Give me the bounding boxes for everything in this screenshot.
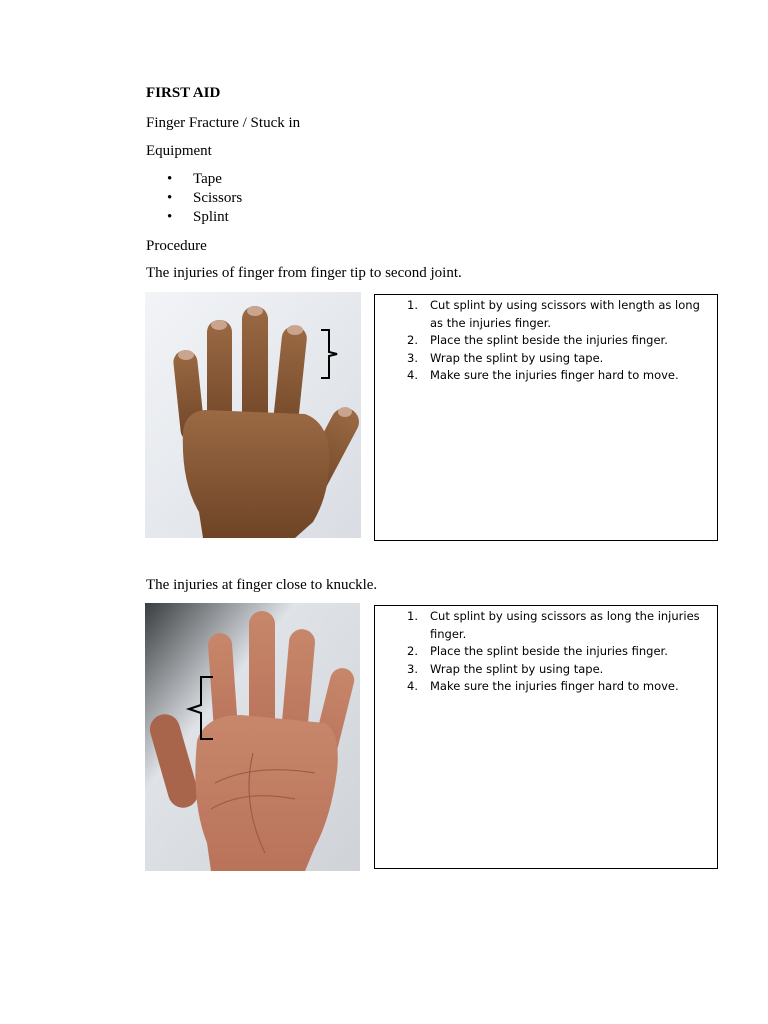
- list-item: [375, 643, 717, 661]
- bullet-icon: •: [167, 209, 173, 225]
- list-item: [375, 661, 717, 679]
- step-number: 3.: [407, 661, 418, 676]
- equipment-label: Equipment: [146, 143, 212, 159]
- equipment-list: [146, 170, 242, 227]
- hand-back-photo: [145, 292, 361, 538]
- list-item: [375, 367, 717, 385]
- equipment-item-tape: Tape: [193, 171, 222, 187]
- document-heading: FIRST AID: [146, 85, 221, 101]
- hand-back-illustration: [145, 292, 361, 538]
- list-item: [375, 678, 717, 696]
- step-number: 1.: [407, 298, 418, 312]
- step-text: Make sure the injuries finger hard to move.: [430, 679, 679, 693]
- list-item: [146, 170, 242, 189]
- step-text: Cut splint by using scissors as long the injuries finger.: [430, 609, 700, 641]
- step-text: Wrap the splint by using tape.: [430, 350, 604, 365]
- step-number: 2.: [407, 644, 418, 658]
- bullet-icon: •: [167, 190, 173, 206]
- step-text: Place the splint beside the injuries finger.: [430, 333, 668, 347]
- step-number: 1.: [407, 609, 418, 623]
- step-text: Make sure the injuries finger hard to move.: [430, 368, 679, 382]
- section-2-caption: The injuries at finger close to knuckle.: [146, 577, 378, 593]
- step-number: 4.: [407, 679, 418, 693]
- hand-palm-photo: [145, 603, 360, 871]
- step-number: 3.: [407, 350, 418, 365]
- list-item: [146, 208, 242, 227]
- list-item: [375, 297, 717, 332]
- list-item: [375, 332, 717, 350]
- steps-list-2: [375, 608, 717, 696]
- step-text: Wrap the splint by using tape.: [430, 661, 604, 676]
- steps-box-1: [374, 294, 718, 541]
- list-item: [375, 608, 717, 643]
- step-number: 4.: [407, 368, 418, 382]
- procedure-label: Procedure: [146, 238, 207, 254]
- document-subtitle: Finger Fracture / Stuck in: [146, 115, 301, 131]
- bullet-icon: •: [167, 171, 173, 187]
- hand-palm-illustration: [145, 603, 360, 871]
- step-number: 2.: [407, 333, 418, 347]
- equipment-item-scissors: Scissors: [193, 190, 243, 206]
- list-item: [146, 189, 242, 208]
- section-1-caption: The injuries of finger from finger tip to second joint.: [146, 265, 462, 281]
- equipment-item-splint: Splint: [193, 209, 229, 225]
- list-item: [375, 350, 717, 368]
- step-text: Cut splint by using scissors with length as long as the injuries finger.: [430, 298, 700, 330]
- steps-list-1: [375, 297, 717, 385]
- step-text: Place the splint beside the injuries finger.: [430, 644, 668, 658]
- steps-box-2: [374, 605, 718, 869]
